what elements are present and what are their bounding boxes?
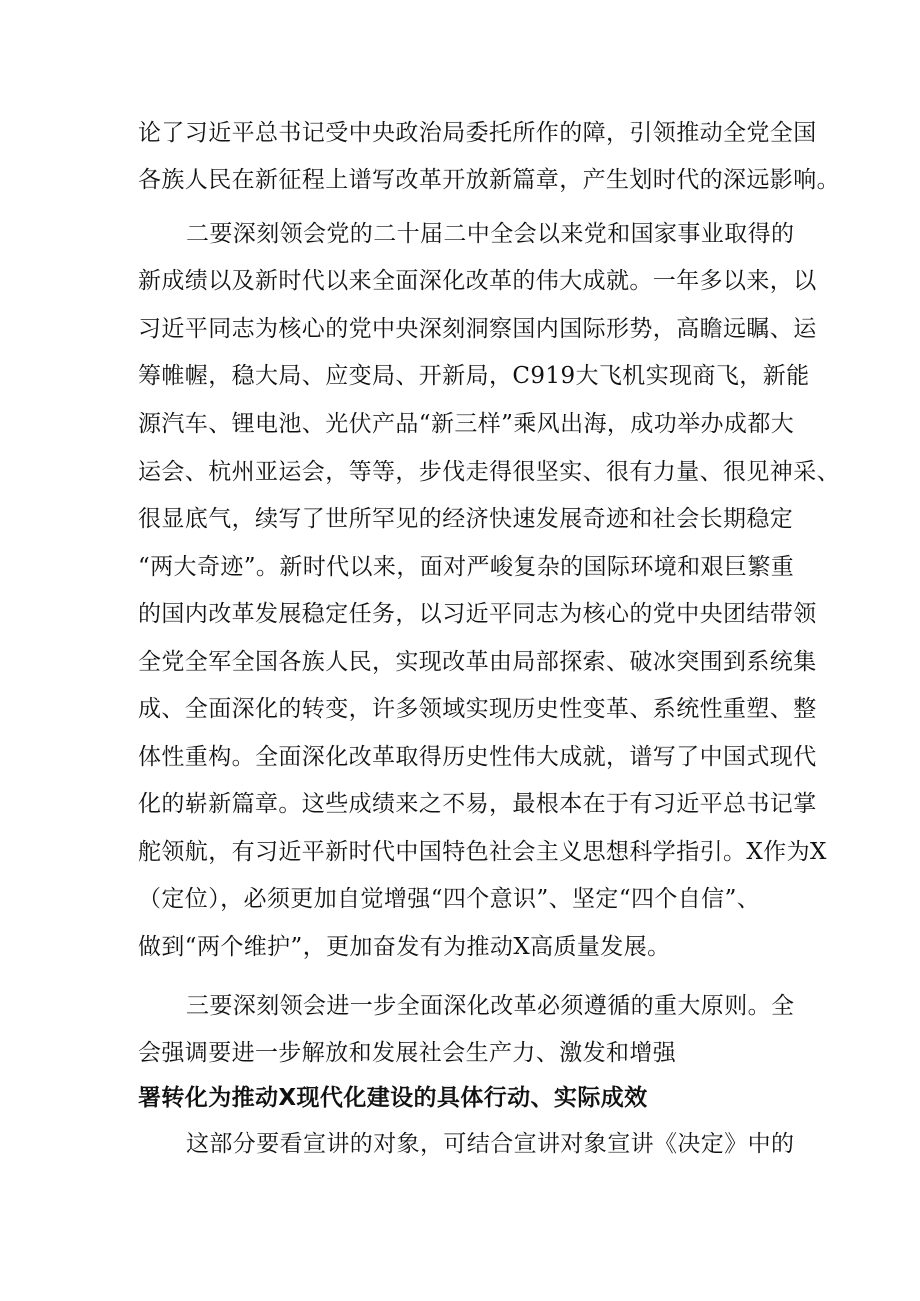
paragraph2-line-1: 二要深刻领会党的二十届二中全会以来党和国家事业取得的 (186, 221, 795, 247)
paragraph3-line-1: 三要深刻领会进一步全面深化改革必须遵循的重大原则。全 (186, 993, 795, 1019)
paragraph2-line-6: 运会、杭州亚运会，等等，步伐走得很坚实、很有力量、很见神采、 (138, 459, 840, 485)
paragraph2-line-4: 筹帷幄，稳大局、应变局、开新局，C919大飞机实现商飞，新能 (138, 363, 810, 389)
section-heading: 署转化为推动X现代化建设的具体行动、实际成效 (138, 1085, 648, 1111)
paragraph2-line-7: 很显底气，续写了世所罕见的经济快速发展奇迹和社会长期稳定 (138, 506, 794, 532)
paragraph2-line-3: 习近平同志为核心的党中央深刻洞察国内国际形势，高瞻远瞩、运 (138, 316, 817, 342)
paragraph2-line-8: “两大奇迹”。新时代以来，面对严峻复杂的国际环境和艰巨繁重 (138, 554, 795, 580)
paragraph2-line-15: （定位），必须更加自觉增强“四个意识”、坚定“四个自信”、 (138, 886, 761, 912)
paragraph1-line-2: 各族人民在新征程上谱写改革开放新篇章，产生划时代的深远影响。 (138, 167, 840, 193)
paragraph1-line-1: 论了习近平总书记受中央政治局委托所作的障，引领推动全党全国 (138, 120, 817, 146)
paragraph2-line-5: 源汽车、锂电池、光伏产品“新三样”乘风出海，成功举办成都大 (138, 411, 795, 437)
paragraph3-line-2: 会强调要进一步解放和发展社会生产力、激发和增强 (138, 1040, 677, 1066)
paragraph2-line-11: 成、全面深化的转变，许多领域实现历史性变革、系统性重塑、整 (138, 696, 817, 722)
paragraph2-line-13: 化的崭新篇章。这些成绩来之不易，最根本在于有习近平总书记掌 (138, 791, 817, 817)
paragraph4-line-1: 这部分要看宣讲的对象，可结合宣讲对象宣讲《决定》中的 (186, 1131, 795, 1157)
paragraph2-line-2: 新成绩以及新时代以来全面深化改革的伟大成就。一年多以来，以 (138, 268, 817, 294)
paragraph2-line-16: 做到“两个维护”，更加奋发有为推动X高质量发展。 (138, 934, 671, 960)
paragraph2-line-9: 的国内改革发展稳定任务，以习近平同志为核心的党中央团结带领 (138, 601, 817, 627)
paragraph2-line-10: 全党全军全国各族人民，实现改革由局部探索、破冰突围到系统集 (138, 649, 817, 675)
paragraph2-line-12: 体性重构。全面深化改革取得历史性伟大成就，谱写了中国式现代 (138, 744, 817, 770)
paragraph2-line-14: 舵领航，有习近平新时代中国特色社会主义思想科学指引。X作为X (138, 839, 827, 865)
